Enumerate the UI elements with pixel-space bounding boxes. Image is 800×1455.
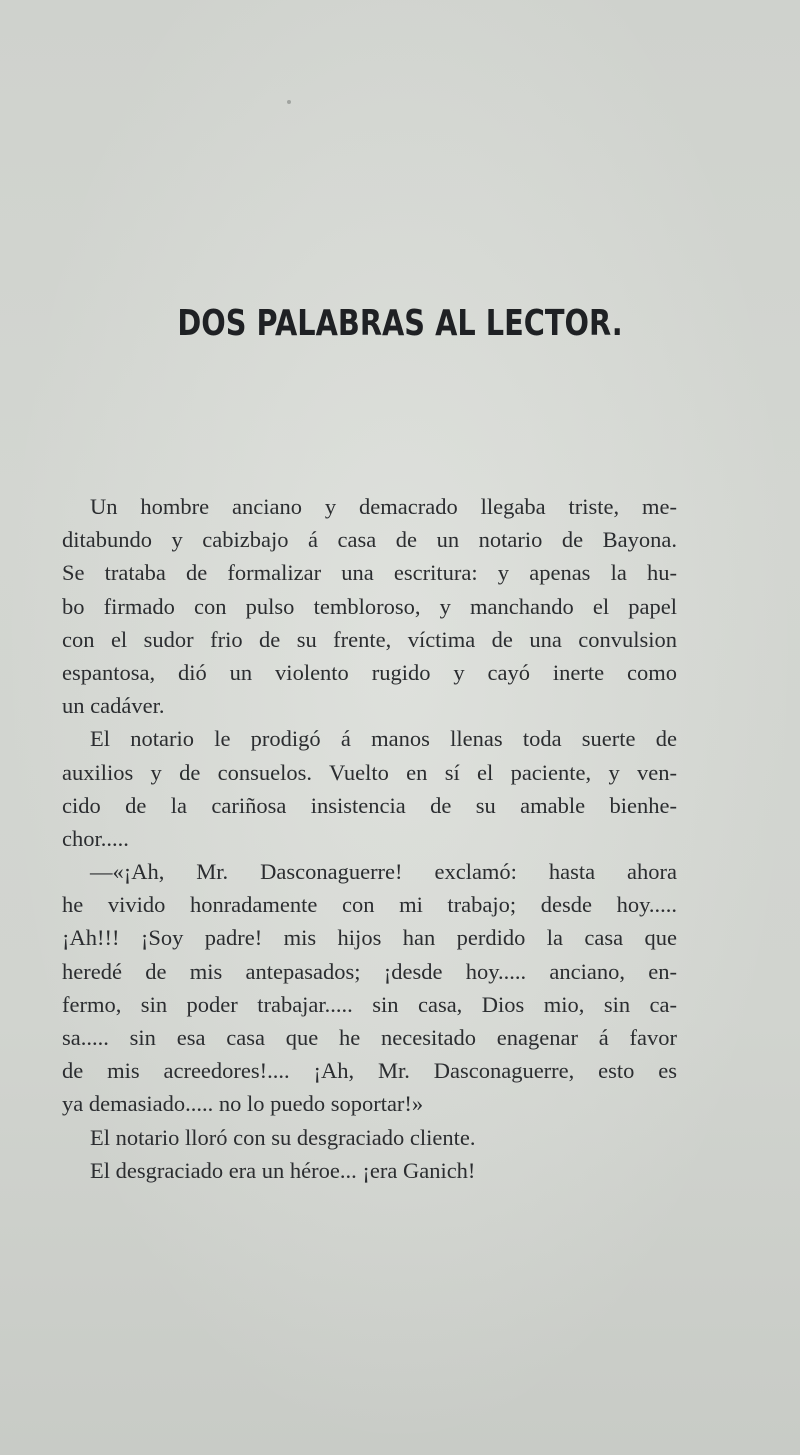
text-line: con el sudor frio de su frente, víctima de una convulsion bbox=[62, 626, 677, 652]
page-title: DOS PALABRAS AL LECTOR. bbox=[177, 303, 623, 344]
body-text bbox=[62, 490, 677, 1187]
paragraph bbox=[62, 1121, 677, 1154]
text-line: sa..... sin esa casa que he necesitado enagenar á favor bbox=[62, 1025, 677, 1050]
text-line: chor..... bbox=[62, 825, 129, 851]
text-line: he vivido honradamente con mi trabajo; desde hoy..... bbox=[62, 892, 677, 918]
paper-speck bbox=[287, 100, 291, 104]
text-line: heredé de mis antepasados; ¡desde hoy..... anciano, en- bbox=[62, 958, 677, 984]
text-line: —«¡Ah, Mr. Dasconaguerre! exclamó: hasta ahora bbox=[90, 859, 677, 885]
text-line: bo firmado con pulso tembloroso, y manchando el papel bbox=[62, 593, 677, 619]
text-line: cido de la cariñosa insistencia de su amable bienhe- bbox=[62, 792, 677, 818]
text-line: El notario lloró con su desgraciado cliente. bbox=[90, 1124, 476, 1150]
text-line: espantosa, dió un violento rugido y cayó inerte como bbox=[62, 659, 677, 685]
text-line: ditabundo y cabizbajo á casa de un notario de Bayona. bbox=[62, 527, 677, 553]
text-line: ya demasiado..... no lo puedo soportar!» bbox=[62, 1091, 424, 1117]
text-line: El desgraciado era un héroe... ¡era Ganich! bbox=[90, 1157, 476, 1183]
paragraph bbox=[62, 490, 677, 722]
text-line: ¡Ah!!! ¡Soy padre! mis hijos han perdido la casa que bbox=[62, 925, 677, 951]
paragraph bbox=[62, 1154, 677, 1187]
text-line: un cadáver. bbox=[62, 693, 165, 719]
text-line: El notario le prodigó á manos llenas toda suerte de bbox=[90, 726, 677, 752]
text-line: auxilios y de consuelos. Vuelto en sí el paciente, y ven- bbox=[62, 759, 677, 785]
text-line: Se trataba de formalizar una escritura: y apenas la hu- bbox=[62, 560, 677, 586]
text-line: Un hombre anciano y demacrado llegaba triste, me- bbox=[90, 494, 677, 519]
paragraph bbox=[62, 855, 677, 1121]
text-line: fermo, sin poder trabajar..... sin casa, Dios mio, sin ca- bbox=[62, 991, 677, 1017]
text-line: de mis acreedores!.... ¡Ah, Mr. Dasconaguerre, esto es bbox=[62, 1058, 677, 1084]
paragraph bbox=[62, 722, 677, 855]
